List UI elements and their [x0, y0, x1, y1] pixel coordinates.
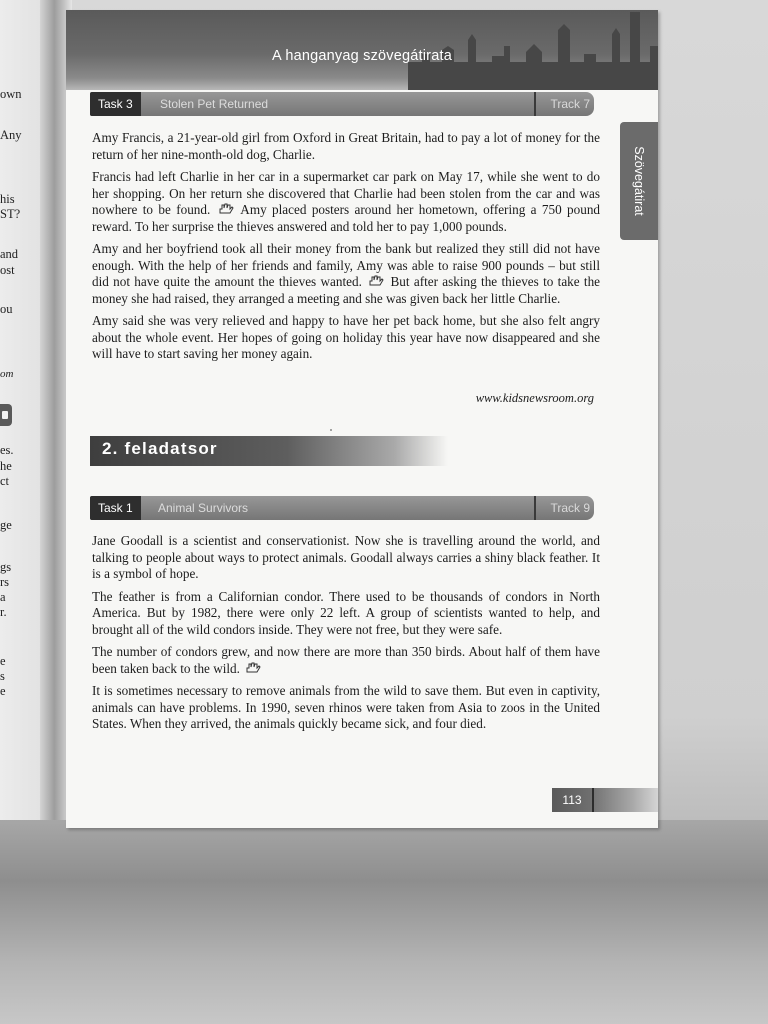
task-badge: Task 1	[90, 496, 141, 520]
left-text-fragment: ge	[0, 518, 12, 532]
paragraph	[92, 644, 600, 677]
book-page	[66, 10, 658, 828]
track-label: Track 9	[534, 496, 590, 520]
task3-header	[90, 92, 594, 116]
task1-text	[92, 533, 600, 739]
task-title: Animal Survivors	[158, 501, 249, 515]
side-tab-label: Szövegátirat	[632, 146, 646, 216]
paragraph: The feather is from a Californian condor. There used to be thousands of condors in North America. But by 1982, there were only 22 left. A group of scientists wanted to help, and brought all of the wild condors inside. They were not free, but they were safe.	[92, 588, 600, 637]
left-section-badge	[0, 404, 12, 426]
left-text-fragment: ct	[0, 474, 10, 488]
left-text-fragment: ost	[0, 263, 15, 277]
left-text-fragment: own	[0, 87, 22, 101]
left-text-fragment: e	[0, 684, 6, 698]
paragraph: Amy Francis, a 21-year-old girl from Oxford in Great Britain, had to pay a lot of money for the return of her nine-month-old dog, Charlie.	[92, 130, 600, 162]
hand-icon	[218, 203, 234, 215]
task-title: Stolen Pet Returned	[160, 97, 269, 111]
track-label: Track 7	[534, 92, 590, 116]
scan-speck	[330, 429, 332, 431]
task3-text	[92, 130, 600, 369]
header-title: A hanganyag szövegátirata	[272, 48, 452, 64]
paragraph: Jane Goodall is a scientist and conservationist. Now she is travelling around the world, and talking to people about ways to protect animals. Goodall always carries a shiny black feather. It is a symbol of hope.	[92, 533, 600, 581]
paragraph: It is sometimes necessary to remove animals from the wild to save them. But even in captivity, animals can have problems. In 1990, seven rhinos were taken from Asia to zoos in the United States. When they arrived, the animals quickly became sick, and four died.	[92, 683, 600, 731]
page-number: 113	[562, 793, 582, 807]
paragraph-part: Amy and her boyfriend took all their money from the bank but realized they still did not have enough. With the help of her friends and family, Amy was able to raise 900 pounds – but still did not have quite the amount the thieves wanted.	[92, 241, 600, 289]
task1-header	[90, 496, 594, 520]
paragraph-part: Francis had left Charlie in her car in a supermarket car park on May 17, while she went to do her shopping. On her return she discovered that Charlie had been stolen from the car and was nowhere to be found.	[92, 169, 600, 217]
side-tab	[620, 122, 658, 240]
source-credit: www.kidsnewsroom.org	[475, 391, 594, 405]
paragraph-part: The number of condors grew, and now there are more than 350 birds. About half of them have been taken back to the wild.	[92, 644, 600, 676]
left-text-fragment: gs	[0, 560, 12, 574]
paragraph	[92, 241, 600, 307]
left-text-fragment: his	[0, 192, 15, 206]
left-text-fragment: and	[0, 247, 19, 261]
hand-icon	[368, 275, 384, 287]
left-text-fragment: s	[0, 669, 5, 683]
paragraph	[92, 169, 600, 235]
left-text-fragment: rs	[0, 575, 10, 589]
left-text-fragment: ou	[0, 302, 13, 316]
left-text-fragment: es.	[0, 443, 14, 457]
left-text-fragment: a	[0, 590, 6, 604]
left-text-fragment: ST?	[0, 207, 21, 221]
left-text-fragment: Any	[0, 128, 22, 142]
page-number-bar	[552, 788, 658, 812]
left-text-fragment: om	[0, 368, 14, 380]
paragraph-part: Amy placed posters around her hometown, offering a 750 pound reward. To her surprise the thieves answered and told her to pay 1,000 pounds.	[92, 202, 601, 234]
paragraph: Amy said she was very relieved and happy to have her pet back home, but she also felt angry about the whole event. Her hopes of going on holiday this year have now disappeared and she will have to start saving her money again.	[92, 313, 600, 361]
scanner-shadow	[0, 820, 768, 1024]
page-header	[66, 10, 658, 90]
paragraph-part: But after asking the thieves to take the money she had raised, they arranged a meeting and she was given back her little Charlie.	[92, 274, 601, 306]
hand-icon	[245, 662, 261, 674]
left-text-fragment: e	[0, 654, 6, 668]
page-number-separator	[592, 788, 594, 812]
task-badge: Task 3	[90, 92, 141, 116]
section-header	[90, 436, 448, 466]
left-text-fragment: he	[0, 459, 12, 473]
section-title: 2. feladatsor	[102, 439, 218, 458]
left-text-fragment: r.	[0, 605, 7, 619]
